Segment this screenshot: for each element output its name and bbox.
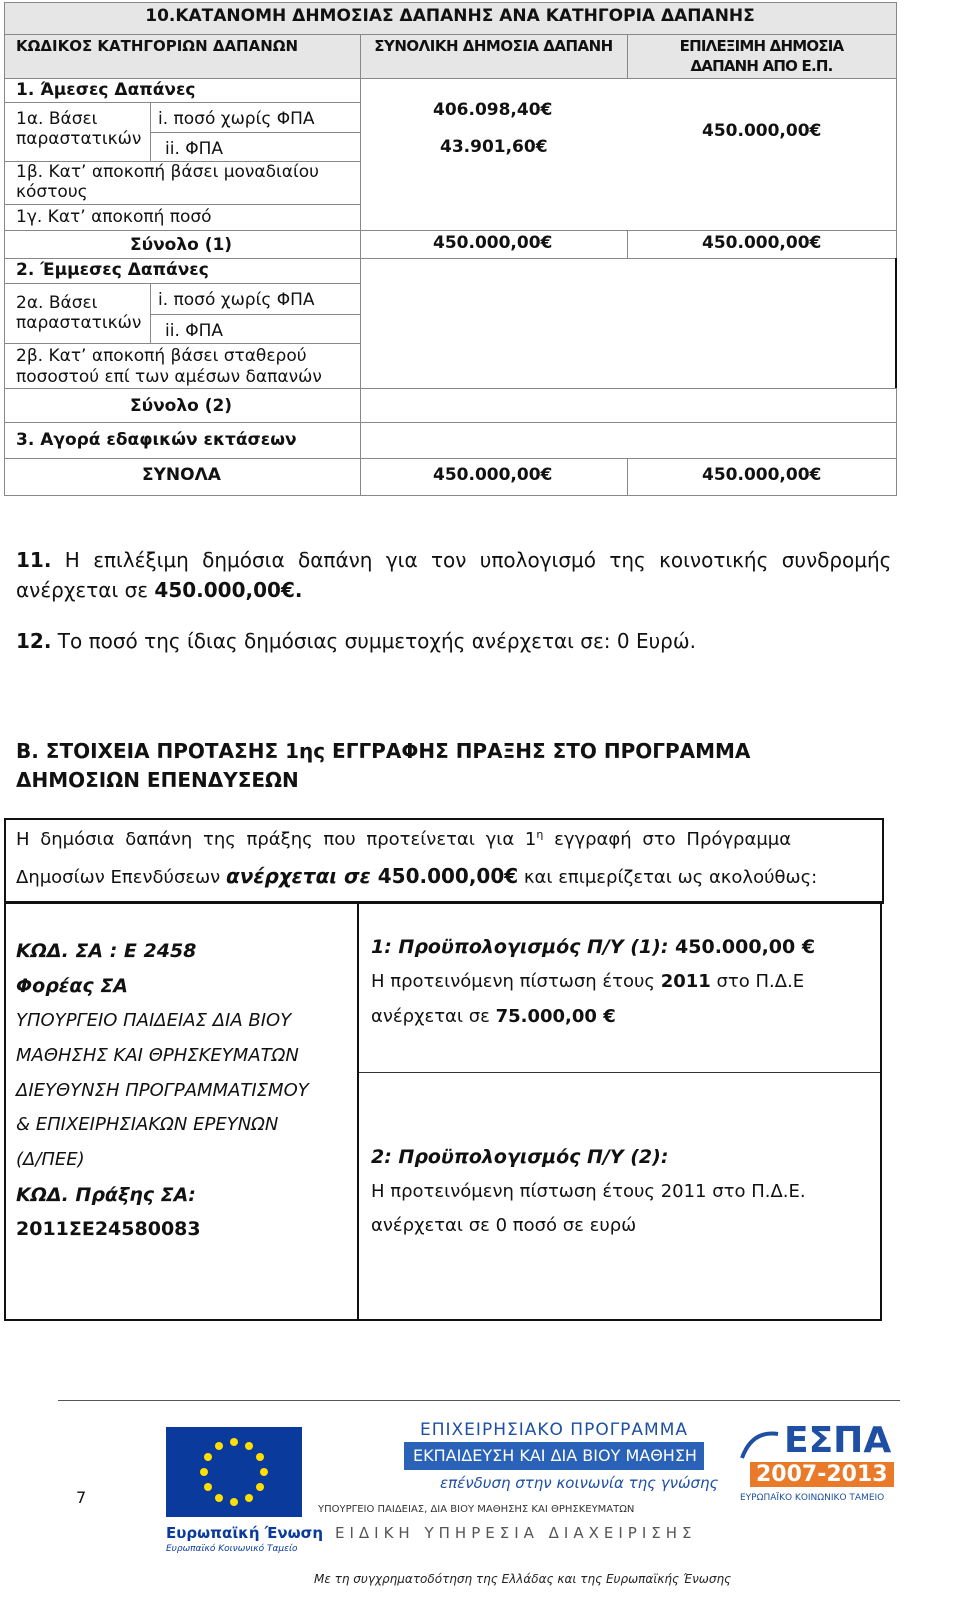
paragraph-11-number: 11. — [16, 548, 52, 572]
agency-line-2: ΜΑΘΗΣΗΣ ΚΑΙ ΘΡΗΣΚΕΥΜΑΤΩΝ — [16, 1045, 299, 1066]
espa-wave-icon — [740, 1428, 780, 1462]
eu-flag-icon — [166, 1427, 302, 1517]
paragraph-12-text: Το ποσό της ίδιας δημόσιας συμμετοχής ανέρχεται σε: 0 Ευρώ. — [51, 629, 696, 653]
col-header-code: ΚΩΔΙΚΟΣ ΚΑΤΗΓΟΡΙΩΝ ΔΑΠΑΝΩΝ — [16, 37, 299, 55]
col-header-total: ΣΥΝΟΛΙΚΗ ΔΗΜΟΣΙΑ ΔΑΠΑΝΗ — [374, 37, 613, 55]
budget-1-text-a: Η προτεινόμενη πίστωση έτους — [371, 971, 661, 992]
budget-2-title: 2: Προϋπολογισμός Π/Υ (2): — [371, 1146, 669, 1168]
agency-line-4: & ΕΠΙΧΕΙΡΗΣΙΑΚΩΝ ΕΡΕΥΝΩΝ — [16, 1114, 279, 1135]
table-title: 10.ΚΑΤΑΝΟΜΗ ΔΗΜΟΣΙΑΣ ΔΑΠΑΝΗΣ ΑΝΑ ΚΑΤΗΓΟΡΙΑ ΔΑΠΑΝΗΣ — [145, 6, 755, 26]
row-2a-label-2: παραστατικών — [16, 313, 142, 333]
budget-2-line-2: Η προτεινόμενη πίστωση έτους 2011 στο Π.Δ.Ε. — [371, 1181, 806, 1202]
section-direct: 1. Άμεσες Δαπάνες — [16, 80, 196, 100]
summary-amount: 450.000,00€ — [370, 864, 519, 888]
op-title-2: ΕΚΠΑΙΔΕΥΣΗ ΚΑΙ ΔΙΑ ΒΙΟΥ ΜΑΘΗΣΗ — [413, 1446, 697, 1465]
summary-text-c: Δημοσίων Επενδύσεων — [16, 867, 226, 888]
summary-text-b: εγγραφή στο Πρόγραμμα — [543, 829, 792, 850]
budget-1-amount: 450.000,00 € — [668, 936, 816, 958]
summary-text-a: Η δημόσια δαπάνη της πράξης που προτείνεται για 1 — [16, 829, 537, 850]
eu-label: Ευρωπαϊκή Ένωση — [166, 1524, 324, 1542]
row-2b-label: 2β. Κατ’ αποκοπή βάσει σταθερού — [16, 346, 307, 366]
espa-title: ΕΣΠΑ — [784, 1420, 892, 1461]
summary-line-1 — [16, 828, 791, 850]
cofund-line: Με τη συγχρηματοδότηση της Ελλάδας και της Ευρωπαϊκής Ένωσης — [314, 1572, 732, 1586]
budget-1-label: 1: Προϋπολογισμός Π/Υ (1): — [371, 936, 669, 958]
op-slogan: επένδυση στην κοινωνία της γνώσης — [440, 1474, 719, 1492]
row-2b-label-2: ποσοστού επί των αμέσων δαπανών — [16, 367, 322, 387]
subtotal-1-total: 450.000,00€ — [433, 233, 553, 253]
action-code-label: ΚΩΔ. Πράξης ΣΑ: — [16, 1184, 196, 1206]
ministry-line: ΥΠΟΥΡΓΕΙΟ ΠΑΙΔΕΙΑΣ, ΔΙΑ ΒΙΟΥ ΜΑΘΗΣΗΣ ΚΑΙ ΘΡΗΣΚΕΥΜΑΤΩΝ — [318, 1504, 635, 1515]
section-b-title-2: ΔΗΜΟΣΙΩΝ ΕΠΕΝΔΥΣΕΩΝ — [16, 768, 299, 792]
agency-label: Φορέας ΣΑ — [16, 975, 128, 997]
budget-1-text-b: στο Π.Δ.Ε — [710, 971, 805, 992]
row-1c-label: 1γ. Κατ’ αποκοπή ποσό — [16, 207, 212, 227]
row-1a-ii: ii. ΦΠΑ — [165, 139, 224, 159]
summary-line-2 — [16, 864, 817, 888]
paragraph-11-amount: 450.000,00€. — [154, 578, 303, 602]
budget-2-line-3: ανέρχεται σε 0 ποσό σε ευρώ — [371, 1215, 637, 1236]
totals-label: ΣΥΝΟΛΑ — [142, 465, 221, 485]
paragraph-11-text: Η επιλέξιμη δημόσια δαπάνη για τον υπολογισμό της κοινοτικής συνδρομής — [51, 548, 892, 572]
row-1b-label-2: κόστους — [16, 182, 88, 202]
page-number: 7 — [76, 1488, 87, 1507]
row-1a-label-2: παραστατικών — [16, 129, 142, 149]
subtotal-2-label: Σύνολο (2) — [130, 396, 233, 416]
totals-total: 450.000,00€ — [433, 465, 553, 485]
row-1a-i: i. ποσό χωρίς ΦΠΑ — [158, 109, 315, 129]
budget-1-text-c: ανέρχεται σε — [371, 1006, 496, 1027]
summary-sup: η — [536, 828, 544, 841]
section-indirect: 2. Έμμεσες Δαπάνες — [16, 260, 209, 280]
section-land: 3. Αγορά εδαφικών εκτάσεων — [16, 430, 297, 450]
action-code: 2011ΣΕ24580083 — [16, 1218, 201, 1240]
budget-1-line-3 — [371, 1006, 616, 1027]
paragraph-11-text-2: ανέρχεται σε — [16, 578, 155, 602]
paragraph-11-cont — [16, 578, 302, 602]
budget-1-credit: 75.000,00 € — [495, 1006, 616, 1027]
espa-sub: ΕΥΡΩΠΑΪΚΟ ΚΟΙΝΩΝΙΚΟ ΤΑΜΕΙΟ — [740, 1493, 885, 1503]
section-b-title: Β. ΣΤΟΙΧΕΙΑ ΠΡΟΤΑΣΗΣ 1ης ΕΓΓΡΑΦΗΣ ΠΡΑΞΗΣ ΣΤΟ ΠΡΟΓΡΑΜΜΑ — [16, 739, 751, 763]
row-1a-eligible: 450.000,00€ — [702, 121, 822, 141]
agency-line-1: ΥΠΟΥΡΓΕΙΟ ΠΑΙΔΕΙΑΣ ΔΙΑ ΒΙΟΥ — [16, 1010, 292, 1031]
subtotal-1-eligible: 450.000,00€ — [702, 233, 822, 253]
budget-1-line-2 — [371, 971, 804, 992]
agency-line-3: ΔΙΕΥΘΥΝΣΗ ΠΡΟΓΡΑΜΜΑΤΙΣΜΟΥ — [16, 1080, 309, 1101]
budget-1-title — [371, 936, 815, 958]
totals-eligible: 450.000,00€ — [702, 465, 822, 485]
row-1b-label: 1β. Κατ’ αποκοπή βάσει μοναδιαίου — [16, 162, 319, 182]
row-2a-i: i. ποσό χωρίς ΦΠΑ — [158, 290, 315, 310]
sa-code: ΚΩΔ. ΣΑ : Ε 2458 — [16, 940, 197, 962]
budget-1-year: 2011 — [660, 971, 711, 992]
row-1a-label: 1α. Βάσει — [16, 109, 98, 129]
col-header-eligible-1: ΕΠΙΛΕΞΙΜΗ ΔΗΜΟΣΙΑ — [679, 37, 844, 55]
subtotal-1-label: Σύνολο (1) — [130, 235, 233, 255]
op-title-1: ΕΠΙΧΕΙΡΗΣΙΑΚΟ ΠΡΟΓΡΑΜΜΑ — [420, 1420, 689, 1440]
espa-years: 2007-2013 — [750, 1462, 894, 1487]
row-1a-ii-value: 43.901,60€ — [440, 137, 548, 157]
agency-line: ΕΙΔΙΚΗ ΥΠΗΡΕΣΙΑ ΔΙΑΧΕΙΡΙΣΗΣ — [335, 1524, 697, 1542]
summary-emphasis: ανέρχεται σε — [225, 864, 371, 888]
row-2a-label: 2α. Βάσει — [16, 293, 98, 313]
row-2a-ii: ii. ΦΠΑ — [165, 321, 224, 341]
agency-line-5: (Δ/ΠΕΕ) — [16, 1149, 85, 1170]
eu-sub: Ευρωπαϊκό Κοινωνικό Ταμείο — [166, 1544, 298, 1554]
row-1a-i-value: 406.098,40€ — [433, 100, 553, 120]
col-header-eligible-2: ΔΑΠΑΝΗ ΑΠΟ Ε.Π. — [690, 57, 833, 75]
summary-text-d: και επιμερίζεται ως ακολούθως: — [518, 867, 818, 888]
paragraph-12 — [16, 629, 696, 653]
paragraph-12-number: 12. — [16, 629, 52, 653]
paragraph-11 — [16, 548, 891, 572]
